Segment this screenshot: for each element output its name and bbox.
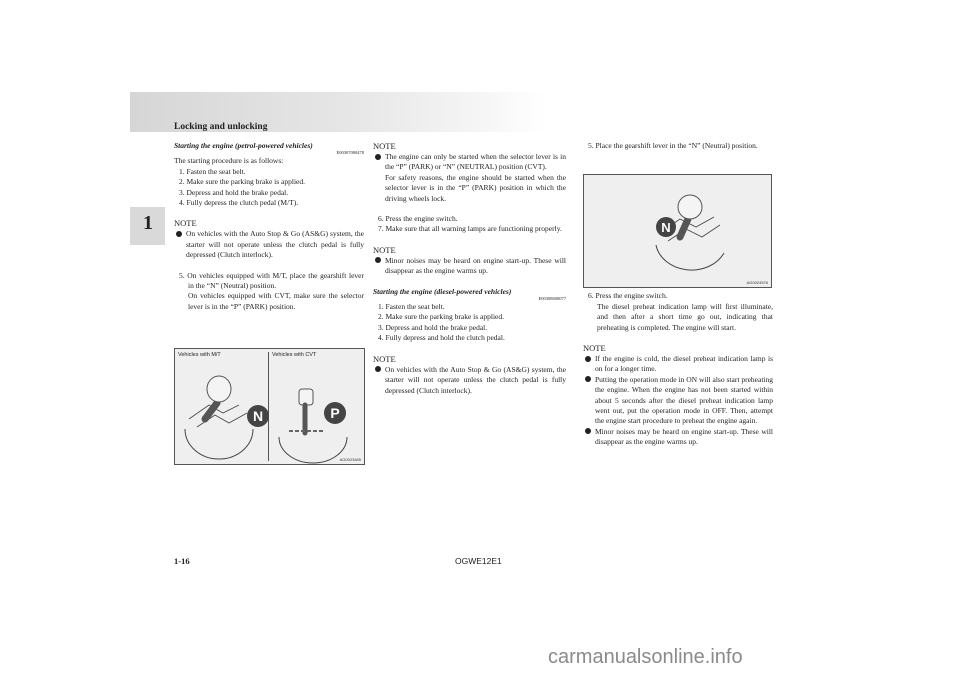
step-list-3 — [583, 141, 773, 151]
note-bullet — [373, 256, 566, 277]
figure-code: AG0023465 — [339, 457, 361, 462]
note-bullet — [583, 375, 773, 427]
step-item: 4. Fully depress and hold the clutch pedal. — [378, 333, 505, 343]
gear-letter-n: N — [661, 220, 671, 235]
gearshift-illustration — [584, 175, 771, 287]
step-item: 3. Depress and hold the brake pedal. — [179, 187, 289, 197]
note-label: NOTE — [174, 218, 197, 229]
gearshift-illustration — [175, 349, 364, 464]
step-item: 4. Fully depress the clutch pedal (M/T). — [179, 198, 299, 208]
note-bullet — [174, 229, 364, 260]
step-list-petrol-2 — [174, 271, 364, 313]
intro-text: The starting procedure is as follows: — [174, 156, 284, 166]
bullet-icon — [375, 366, 381, 372]
section-code-petrol: E00307000478 — [336, 150, 364, 156]
chapter-number: 1 — [143, 212, 153, 234]
step-list-2 — [373, 214, 566, 235]
note-text: Minor noises may be heard on engine start-up. These will disappear as the engine warms up. — [385, 255, 566, 276]
step-item: 3. Depress and hold the brake pedal. — [378, 322, 488, 332]
bullet-icon — [585, 428, 591, 434]
bullet-icon — [176, 231, 182, 237]
step-list-3b — [583, 291, 773, 333]
step-5-text: 5. On vehicles equipped with M/T, place the gearshift lever in the “N” (Neutral) position. — [179, 270, 364, 291]
step-list-petrol — [174, 167, 364, 209]
step-item: 1. Fasten the seat belt. — [179, 166, 246, 176]
section-title-petrol: Starting the engine (petrol-powered vehicles) — [174, 141, 313, 150]
note-text: Minor noises may be heard on engine start-up. These will disappear as the engine warms up. — [595, 426, 773, 447]
step-item: 2. Make sure the parking brake is applied. — [179, 177, 306, 187]
note-bullet — [583, 427, 773, 448]
note-text: If the engine is cold, the diesel preheat indication lamp is on for a longer time. — [595, 354, 773, 374]
step-item — [583, 291, 773, 333]
note-text: On vehicles with the Auto Stop & Go (AS&G) system, the starter will not operate unless the clutch pedal is fully depressed (Clutch interlock). — [385, 364, 566, 395]
page-number: 1-16 — [174, 556, 190, 566]
figure-code: AG0024576 — [746, 280, 768, 285]
step-item: 5. Place the gearshift lever in the “N” (Neutral) position. — [588, 141, 758, 150]
step-item: 2. Make sure the parking brake is applied. — [378, 312, 505, 322]
note-bullet — [373, 152, 566, 204]
note-label: NOTE — [583, 343, 606, 354]
note-text: The engine can only be started when the selector lever is in the “P” (PARK) or “N” (NEUTRAL) position (CVT). — [385, 152, 566, 172]
note-continuation: For safety reasons, the engine should be started when the selector lever is in the “P” (PARK) position in which the driving wheels lock. — [385, 172, 566, 203]
step-6-continuation: The diesel preheat indication lamp will first illuminate, and then after a short time go out, indicating that preheating is completed. The engine will start. — [597, 301, 773, 332]
figure-caption-mt: Vehicles with M/T — [178, 352, 221, 358]
note-text: On vehicles with the Auto Stop & Go (AS&G) system, the starter will not operate unless the clutch pedal is fully depressed (Clutch interlock). — [186, 229, 364, 260]
step-list-diesel — [373, 302, 566, 344]
step-5-continuation: On vehicles equipped with CVT, make sure the selector lever is in the “P” (PARK) position. — [188, 291, 364, 311]
section-title-diesel: Starting the engine (diesel-powered vehicles) — [373, 286, 512, 296]
gear-letter-n: N — [252, 408, 264, 424]
column-1 — [174, 141, 364, 312]
watermark-text: carmanualsonline.info — [548, 646, 743, 668]
column-2 — [373, 141, 566, 396]
gearshift-figure-diesel — [583, 174, 772, 288]
bullet-icon — [585, 356, 591, 362]
figure-caption-cvt: Vehicles with CVT — [272, 352, 317, 358]
bullet-icon — [585, 376, 591, 382]
step-item — [174, 271, 364, 313]
bullet-icon — [375, 257, 381, 263]
page-header-title: Locking and unlocking — [174, 122, 268, 132]
note-bullet — [373, 365, 566, 396]
note-bullet — [583, 354, 773, 375]
step-item: 7. Make sure that all warning lamps are functioning properly. — [378, 224, 562, 234]
gear-letter-p: P — [330, 405, 340, 421]
step-item: 6. Press the engine switch. — [378, 214, 458, 224]
bullet-icon — [375, 154, 381, 160]
note-label: NOTE — [373, 353, 396, 364]
step-6-text: 6. Press the engine switch. — [588, 291, 668, 301]
document-code: OGWE12E1 — [455, 556, 502, 566]
gearshift-figure-mt-cvt — [174, 348, 365, 465]
note-label: NOTE — [373, 244, 396, 255]
note-text: Putting the operation mode in ON will also start preheating the engine. When the engine has not been started within about 5 seconds after the diesel preheat indication lamp went out, put the operation mode in OFF. Then, attempt the engine start procedure to preheat the engine again. — [595, 374, 773, 426]
step-item: 1. Fasten the seat belt. — [378, 302, 445, 312]
note-label: NOTE — [373, 141, 396, 151]
section-code-diesel: E00308600077 — [538, 296, 566, 302]
